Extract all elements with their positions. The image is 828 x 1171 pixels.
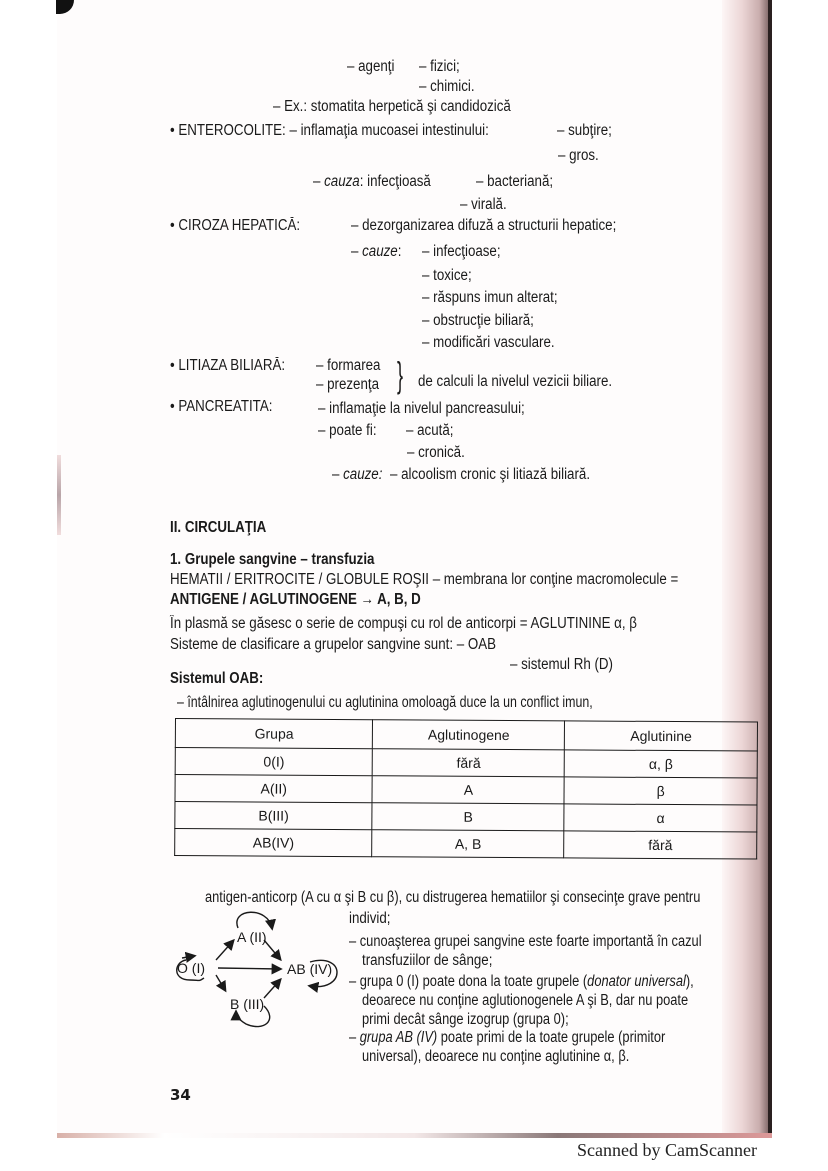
- text-line: deoarece nu conţine aglutionogenele A şi B, dar nu poate: [362, 992, 689, 1009]
- text-line: – cauze:: [351, 243, 402, 260]
- text-line: – cauza: infecţioasă: [313, 173, 431, 190]
- text-line: – fizici;: [419, 58, 460, 75]
- table-cell: B(III): [175, 802, 373, 830]
- text-line: de calculi la nivelul vezicii biliare.: [418, 373, 613, 390]
- text-line: – obstrucţie biliară;: [422, 312, 534, 329]
- text-line: primi decât sânge izogrup (grupa 0);: [362, 1011, 569, 1028]
- text-line: – infecţioase;: [422, 243, 501, 260]
- table-row: [175, 748, 757, 779]
- text-line: ANTIGENE / AGLUTINOGENE → A, B, D: [170, 591, 421, 608]
- scanner-watermark: Scanned by CamScanner: [577, 1140, 757, 1160]
- text-line: – chimici.: [419, 78, 475, 95]
- page-bottom-edge: [57, 1133, 772, 1138]
- text-line: – modificări vasculare.: [422, 334, 555, 351]
- text-line: universal), deoarece nu conţine aglutinine α, β.: [362, 1048, 630, 1065]
- text-line: – toxice;: [422, 267, 472, 284]
- text-line: – cauze:: [332, 466, 383, 483]
- scan-mark: [57, 455, 61, 535]
- table-cell: fără: [373, 749, 565, 777]
- table-header: Grupa: [175, 719, 373, 749]
- text-line: • LITIAZA BILIARĂ:: [170, 357, 286, 374]
- table-cell: fără: [564, 831, 757, 859]
- table-header: Aglutinine: [565, 721, 758, 751]
- table-cell: α: [564, 804, 757, 832]
- diagram-node-o: O (I): [177, 960, 205, 976]
- transfusion-diagram: [160, 900, 360, 1050]
- diagram-node-ab: AB (IV): [287, 961, 333, 977]
- text-line: – cunoaşterea grupei sangvine este foarte importantă în cazul: [349, 933, 702, 950]
- text-line: antigen-anticorp (A cu α şi B cu β), cu distrugerea hematiilor şi consecinţe grave pentru: [205, 889, 701, 906]
- table-cell: B: [372, 803, 564, 831]
- section-heading: II. CIRCULAŢIA: [170, 519, 267, 536]
- text-line: – poate fi:: [318, 422, 377, 439]
- blood-groups-table: [174, 718, 758, 860]
- text-line: – prezenţa: [316, 376, 379, 393]
- text-line: – gros.: [558, 147, 599, 164]
- table-row: [175, 802, 757, 833]
- brace-icon: }: [397, 354, 404, 395]
- text-line: – sistemul Rh (D): [510, 656, 613, 673]
- table-cell: α, β: [564, 750, 757, 778]
- text-line: – virală.: [460, 196, 507, 213]
- diagram-node-a: A (II): [237, 929, 267, 945]
- table-cell: A: [372, 776, 564, 804]
- text-line: – alcoolism cronic şi litiază biliară.: [390, 466, 591, 483]
- table-cell: 0(I): [175, 748, 373, 776]
- text-line: • CIROZA HEPATICĂ:: [170, 217, 301, 234]
- table-cell: A, B: [372, 830, 564, 858]
- text-line: – bacteriană;: [476, 173, 554, 190]
- subsection-heading: 1. Grupele sangvine – transfuzia: [170, 551, 375, 568]
- text-line: HEMATII / ERITROCITE / GLOBULE ROŞII – membrana lor conţine macromolecule =: [170, 571, 679, 588]
- subsection-heading: Sistemul OAB:: [170, 670, 264, 687]
- text-line: – întâlnirea aglutinogenului cu aglutinina omoloagă duce la un conflict imun,: [177, 694, 593, 711]
- table-cell: β: [564, 777, 757, 805]
- text-line: – grupa AB (IV) poate primi de la toate grupele (primitor: [349, 1029, 666, 1046]
- text-line: • ENTEROCOLITE: – inflamaţia mucoasei intestinului:: [170, 122, 489, 139]
- text-line: – agenţi: [347, 58, 395, 75]
- text-line: – Ex.: stomatita herpetică şi candidozică: [273, 98, 511, 115]
- text-line: – cronică.: [407, 444, 465, 461]
- table-row: [175, 775, 757, 806]
- text-line: – dezorganizarea difuză a structurii hepatice;: [351, 217, 617, 234]
- table-header-row: [175, 719, 757, 752]
- text-line: – subţire;: [557, 122, 612, 139]
- table-cell: A(II): [175, 775, 373, 803]
- diagram-node-b: B (III): [230, 996, 265, 1012]
- text-line: – formarea: [316, 357, 381, 374]
- text-line: transfuziilor de sânge;: [362, 952, 493, 969]
- text-line: individ;: [349, 910, 391, 927]
- text-line: • PANCREATITA:: [170, 398, 273, 415]
- table-cell: AB(IV): [175, 829, 373, 857]
- text-line: – inflamaţie la nivelul pancreasului;: [318, 400, 525, 417]
- text-line: Sisteme de clasificare a grupelor sangvine sunt: – OAB: [170, 636, 497, 653]
- text-line: În plasmă se găsesc o serie de compuşi cu rol de anticorpi = AGLUTININE α, β: [170, 615, 637, 632]
- table-header: Aglutinogene: [373, 720, 565, 750]
- table-row: [175, 829, 757, 860]
- page-number: 34: [170, 1086, 191, 1104]
- text-line: – grupa 0 (I) poate dona la toate grupele (donator universal),: [349, 973, 694, 990]
- text-line: – răspuns imun alterat;: [422, 289, 558, 306]
- page-fold-shadow: [722, 0, 772, 1138]
- text-line: – acută;: [406, 422, 454, 439]
